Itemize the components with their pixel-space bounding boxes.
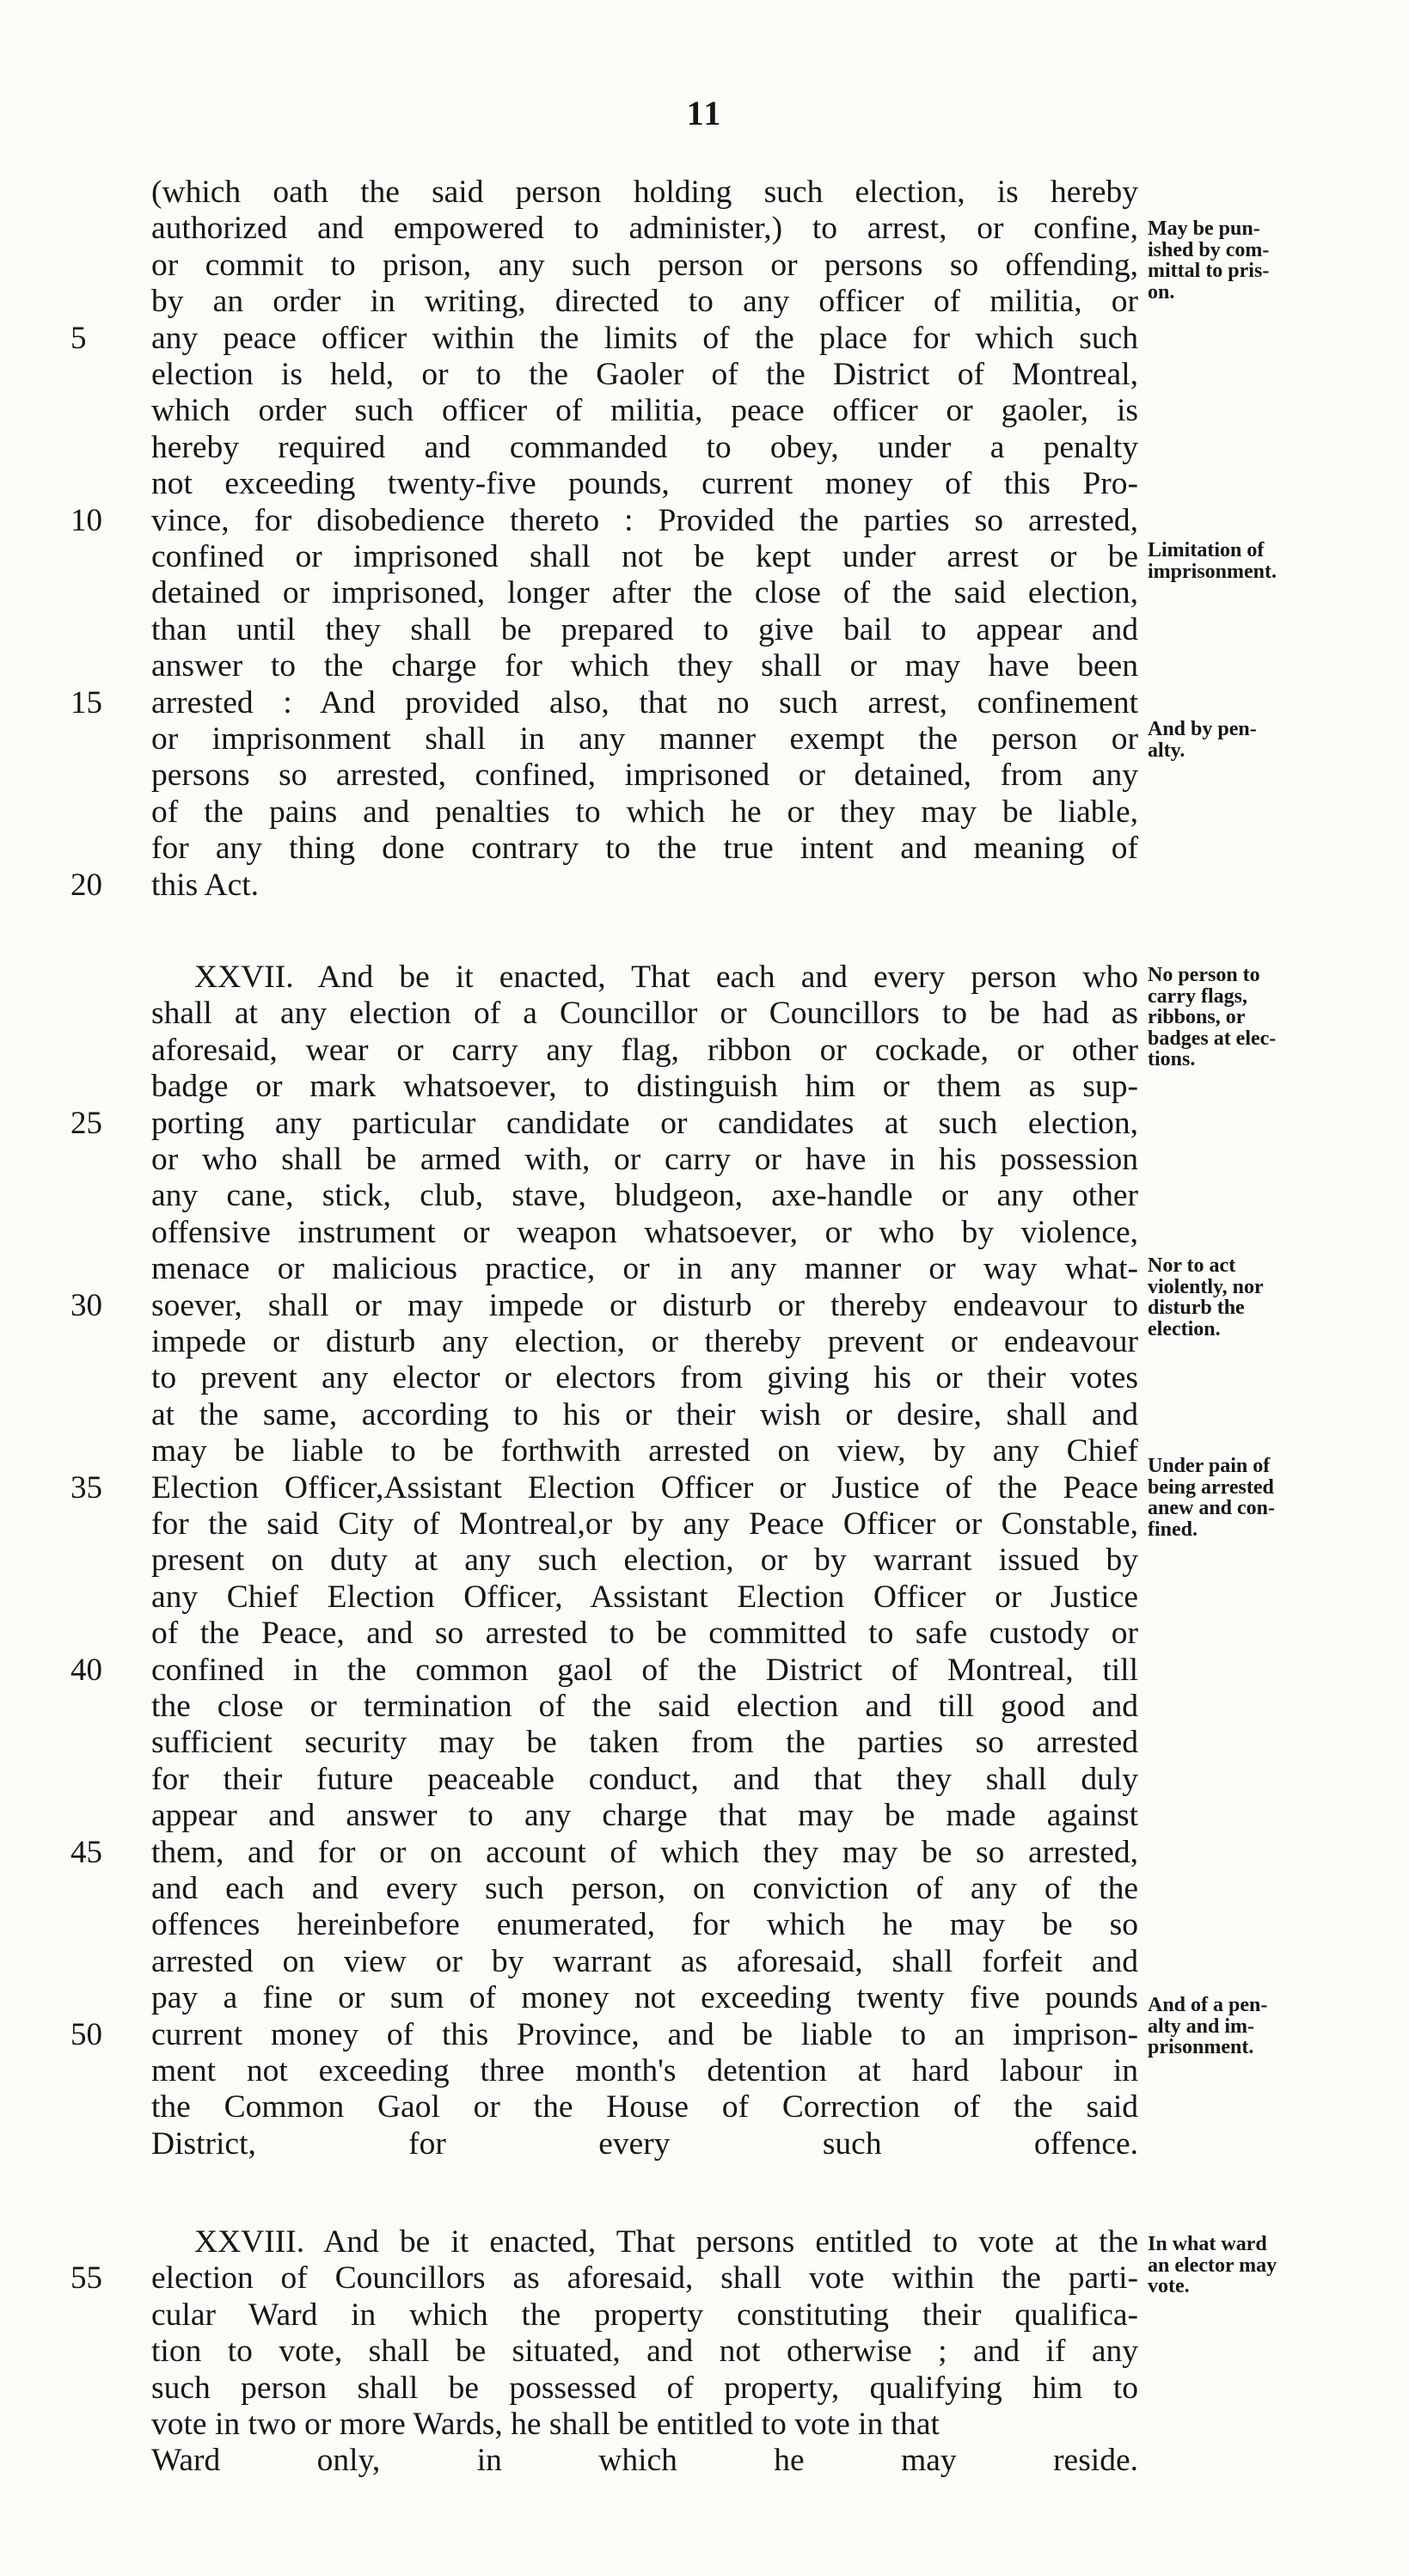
text-line: than until they shall be prepared to give bail to appear and xyxy=(151,611,1138,647)
text-line: (which oath the said person holding such election, is hereby xyxy=(151,175,1138,210)
margin-note-line: being arrested xyxy=(1148,1475,1274,1499)
text-line: of the pains and penalties to which he or they may be liable, xyxy=(151,794,1138,830)
text-line: current money of this Province, and be liable to an imprison- xyxy=(151,2016,1138,2052)
text-line: District, for every such offence. xyxy=(151,2125,1138,2162)
text-line: Election Officer,Assistant Election Officer or Justice of the Peace xyxy=(151,1469,1138,1506)
text-line: answer to the charge for which they shall or may have been xyxy=(151,648,1138,684)
text-line: porting any particular candidate or candidates at such election, xyxy=(151,1105,1138,1141)
margin-note-line: election. xyxy=(1148,1317,1221,1340)
margin-note-line: May be pun- xyxy=(1148,218,1260,240)
line-number: 25 xyxy=(70,1105,102,1141)
text-line: hereby required and commanded to obey, under a penalty xyxy=(151,429,1138,465)
margin-note-line: alty. xyxy=(1148,739,1185,762)
line-number: 45 xyxy=(70,1834,102,1870)
text-line: sufficient security may be taken from the parties so arrested xyxy=(151,1725,1138,1761)
text-line: or commit to prison, any such person or persons so offending, xyxy=(151,247,1138,283)
text-line: menace or malicious practice, or in any manner or way what- xyxy=(151,1251,1138,1287)
line-number: 15 xyxy=(70,684,102,721)
margin-note-line: imprisonment. xyxy=(1148,560,1277,583)
line-number: 5 xyxy=(70,320,87,356)
text-line: or who shall be armed with, or carry or have in his possession xyxy=(151,1142,1138,1177)
margin-note-line: mittal to pris- xyxy=(1148,260,1270,282)
text-line: offensive instrument or weapon whatsoever, or who by violence, xyxy=(151,1214,1138,1250)
margin-note-line: And of a pen- xyxy=(1148,1994,1268,2016)
margin-note-line: alty and im- xyxy=(1148,2015,1255,2038)
margin-note-line: badges at elec- xyxy=(1148,1027,1277,1050)
text-line: and each and every such person, on conviction of any of the xyxy=(151,1871,1138,1906)
text-line: tion to vote, shall be situated, and not otherwise ; and if any xyxy=(151,2334,1138,2370)
text-line: persons so arrested, confined, imprisoned or detained, from any xyxy=(151,757,1138,794)
margin-note-line: vote. xyxy=(1148,2275,1190,2297)
text-line: by an order in writing, directed to any officer of militia, or xyxy=(151,284,1138,320)
text-line: any Chief Election Officer, Assistant Election Officer or Justice xyxy=(151,1579,1138,1615)
margin-note-line: an elector may xyxy=(1148,2254,1277,2277)
line-number: 40 xyxy=(70,1652,102,1688)
margin-note-line: ribbons, or xyxy=(1148,1006,1246,1028)
page-number: 11 xyxy=(686,94,723,132)
text-line: detained or imprisoned, longer after the close of the said election, xyxy=(151,575,1138,611)
text-line: XXVII. And be it enacted, That each and every person who xyxy=(194,960,1138,995)
margin-note-line: fined. xyxy=(1148,1518,1198,1541)
text-line: present on duty at any such election, or by warrant issued by xyxy=(151,1543,1138,1579)
text-line: Ward only, in which he may reside. xyxy=(151,2443,1138,2479)
text-line: the close or termination of the said election and till good and xyxy=(151,1689,1138,1724)
margin-note-line: No person to xyxy=(1148,964,1260,986)
text-line: this Act. xyxy=(151,867,260,903)
text-line: vince, for disobedience thereto : Provided the parties so arrested, xyxy=(151,502,1138,538)
margin-note-line: on. xyxy=(1148,280,1175,304)
text-line: of the Peace, and so arrested to be committed to safe custody or xyxy=(151,1616,1138,1652)
text-line: vote in two or more Wards, he shall be entitled to vote in that xyxy=(151,2407,940,2442)
margin-note-line: violently, nor xyxy=(1148,1275,1264,1298)
text-line: for the said City of Montreal,or by any Peace Officer or Constable, xyxy=(151,1506,1138,1542)
text-line: any peace officer within the limits of the place for which such xyxy=(151,320,1138,356)
text-line: XXVIII. And be it enacted, That persons entitled to vote at the xyxy=(194,2224,1138,2260)
margin-note-line: And by pen- xyxy=(1148,718,1257,740)
text-line: authorized and empowered to administer,) to arrest, or confine, xyxy=(151,211,1138,247)
text-line: badge or mark whatsoever, to distinguish him or them as sup- xyxy=(151,1069,1138,1105)
margin-note-line: prisonment. xyxy=(1148,2036,1254,2058)
text-line: shall at any election of a Councillor or Councillors to be had as xyxy=(151,996,1138,1032)
margin-note-line: carry flags, xyxy=(1148,984,1247,1008)
text-line: aforesaid, wear or carry any flag, ribbon or cockade, or other xyxy=(151,1032,1138,1068)
margin-note-line: anew and con- xyxy=(1148,1497,1276,1519)
line-number: 30 xyxy=(70,1287,102,1323)
text-line: for any thing done contrary to the true intent and meaning of xyxy=(151,831,1138,867)
text-line: not exceeding twenty-five pounds, current money of this Pro- xyxy=(151,466,1138,502)
line-number: 55 xyxy=(70,2260,102,2297)
line-number: 10 xyxy=(70,502,102,538)
text-line: election is held, or to the Gaoler of the District of Montreal, xyxy=(151,357,1138,392)
text-line: the Common Gaol or the House of Correction of the said xyxy=(151,2089,1138,2125)
text-line: any cane, stick, club, stave, bludgeon, axe-handle or any other xyxy=(151,1178,1138,1214)
text-line: which order such officer of militia, peace officer or gaoler, is xyxy=(151,393,1138,429)
text-line: soever, shall or may impede or disturb or thereby endeavour to xyxy=(151,1287,1138,1323)
text-line: confined in the common gaol of the District of Montreal, till xyxy=(151,1652,1138,1688)
text-line: election of Councillors as aforesaid, shall vote within the parti- xyxy=(151,2260,1138,2297)
margin-note-line: In what ward xyxy=(1148,2233,1267,2255)
text-line: arrested on view or by warrant as aforesaid, shall forfeit and xyxy=(151,1943,1138,1979)
margin-note-line: Under pain of xyxy=(1148,1455,1271,1477)
text-line: appear and answer to any charge that may be made against xyxy=(151,1798,1138,1834)
text-line: or imprisonment shall in any manner exempt the person or xyxy=(151,721,1138,757)
text-line: offences hereinbefore enumerated, for which he may be so xyxy=(151,1907,1138,1943)
line-number: 50 xyxy=(70,2016,102,2052)
margin-note-line: tions. xyxy=(1148,1048,1196,1070)
line-number: 20 xyxy=(70,867,102,903)
margin-note-line: ished by com- xyxy=(1148,238,1270,261)
margin-note-line: Nor to act xyxy=(1148,1254,1236,1277)
text-line: impede or disturb any election, or thereby prevent or endeavour xyxy=(151,1324,1138,1359)
text-line: ment not exceeding three month's detention at hard labour in xyxy=(151,2053,1138,2088)
text-line: arrested : And provided also, that no such arrest, confinement xyxy=(151,684,1138,721)
text-line: pay a fine or sum of money not exceeding twenty five pounds xyxy=(151,1980,1138,2016)
text-line: cular Ward in which the property constituting their qualifica- xyxy=(151,2297,1138,2333)
text-line: to prevent any elector or electors from giving his or their votes xyxy=(151,1360,1138,1396)
text-line: may be liable to be forthwith arrested on view, by any Chief xyxy=(151,1433,1138,1469)
margin-note-line: disturb the xyxy=(1148,1297,1245,1319)
text-line: them, and for or on account of which they may be so arrested, xyxy=(151,1834,1138,1870)
text-line: at the same, according to his or their wish or desire, shall and xyxy=(151,1396,1138,1432)
margin-note-line: Limitation of xyxy=(1148,539,1265,561)
line-number: 35 xyxy=(70,1469,102,1506)
text-line: confined or imprisoned shall not be kept under arrest or be xyxy=(151,539,1138,574)
text-line: such person shall be possessed of property, qualifying him to xyxy=(151,2370,1138,2406)
text-line: for their future peaceable conduct, and that they shall duly xyxy=(151,1761,1138,1797)
